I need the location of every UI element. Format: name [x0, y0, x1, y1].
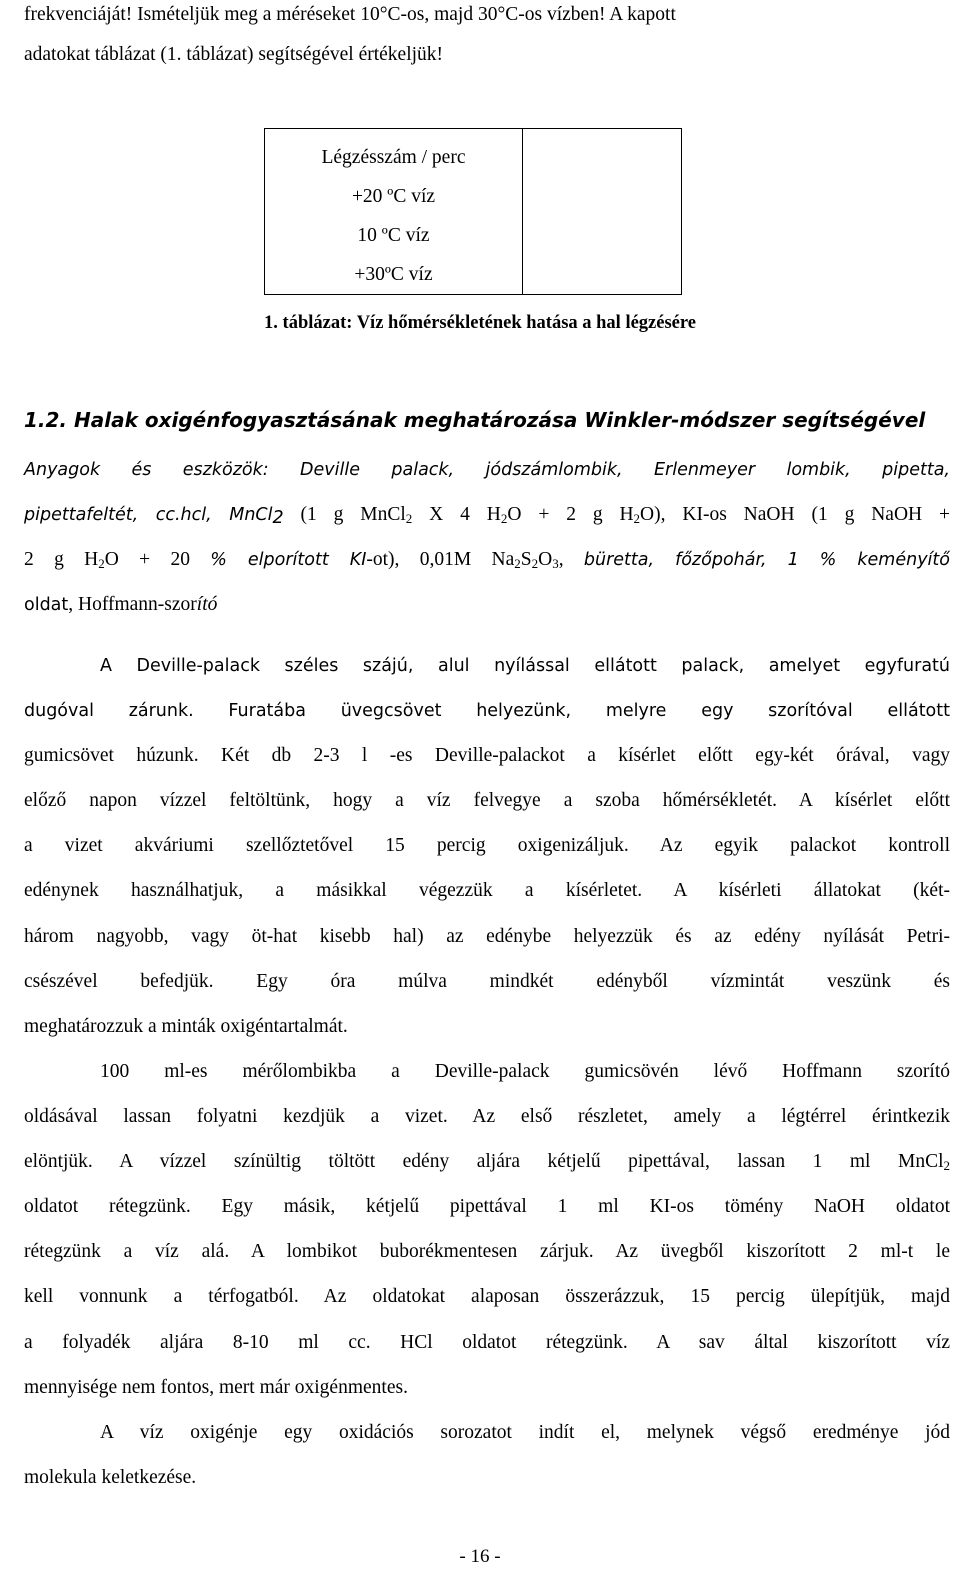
- table-row-labels: [265, 129, 523, 295]
- paragraph-line: kell vonnunk a térfogatból. Az oldatokat alaposan összerázzuk, 15 percig ülepítjük, majd: [24, 1286, 950, 1307]
- materials-line-4: oldat, Hoffmann-szorító: [24, 594, 218, 615]
- paragraph-line: gumicsövet húzunk. Két db 2-3 l -es Deville-palackot a kísérlet előtt egy-két órával, vagy: [24, 745, 950, 766]
- results-table: [264, 128, 682, 295]
- paragraph-line: A víz oxigénje egy oxidációs sorozatot indít el, melynek végső eredménye jód: [100, 1422, 950, 1443]
- paragraph-line: rétegzünk a víz alá. A lombikot buborékmentesen zárjuk. Az üvegből kiszorított 2 ml-t le: [24, 1241, 950, 1262]
- section-heading: 1.2. Halak oxigénfogyasztásának meghatározása Winkler-módszer segítségével: [24, 408, 926, 432]
- paragraph-line: elöntjük. A vízzel színültig töltött edény aljára kétjelű pipettával, lassan 1 ml MnCl$_2$: [24, 1151, 950, 1173]
- paragraph-line: edénynek használhatjuk, a másikkal végezzük a kísérletet. A kísérleti állatokat (két-: [24, 880, 950, 901]
- intro-line-2: adatokat táblázat (1. táblázat) segítségével értékeljük!: [24, 44, 444, 65]
- paragraph-line: oldásával lassan folyatni kezdjük a vizet. Az első részletet, amely a légtérrel érintkezik: [24, 1106, 950, 1127]
- table-row-label: Légzésszám / perc: [321, 147, 466, 168]
- paragraph-line: előző napon vízzel feltöltünk, hogy a víz felvegye a szoba hőmérsékletét. A kísérlet előtt: [24, 790, 950, 811]
- materials-line-1: Anyagok és eszközök: Deville palack, jódszámlombik, Erlenmeyer lombik, pipetta,: [24, 460, 950, 480]
- materials-line-3: 2 g $H_2O + 20$ % elporított KI-ot), 0,01M $Na_2S_2O_3$, büretta, főzőpohár, 1 % keményítő: [24, 549, 950, 571]
- table-row-label: +30ºC víz: [354, 264, 433, 285]
- paragraph-line: meghatározzuk a minták oxigéntartalmát.: [24, 1016, 348, 1037]
- table-row-label: +20 ºC víz: [351, 186, 436, 207]
- paragraph-line: három nagyobb, vagy öt-hat kisebb hal) az edénybe helyezzük és az edény nyílását Petri-: [24, 926, 950, 947]
- paragraph-line: oldatot rétegzünk. Egy másik, kétjelű pipettával 1 ml KI-os tömény NaOH oldatot: [24, 1196, 950, 1217]
- intro-line-1: frekvenciáját! Ismételjük meg a méréseket 10°C-os, majd 30°C-os vízben! A kapott: [24, 4, 676, 25]
- paragraph-line: A Deville-palack széles szájú, alul nyílással ellátott palack, amelyet egyfuratú: [100, 656, 950, 676]
- page-number: - 16 -: [459, 1546, 501, 1567]
- paragraph-line: a folyadék aljára 8-10 ml cc. HCl oldatot rétegzünk. A sav által kiszorított víz: [24, 1332, 950, 1353]
- paragraph-line: a vizet akváriumi szellőztetővel 15 percig oxigenizáljuk. Az egyik palackot kontroll: [24, 835, 950, 856]
- table-row-label: 10 ºC víz: [357, 225, 430, 246]
- materials-line-2: pipettafeltét, cc.hcl, MnCl$_2$ (1 g MnCl$_2$ X 4 $H_2O + 2$ g $H_2O$), KI-os NaOH (1 g NaOH +: [24, 504, 950, 528]
- paragraph-line: 100 ml-es mérőlombikba a Deville-palack gumicsövén lévő Hoffmann szorító: [100, 1061, 950, 1082]
- paragraph-line: mennyisége nem fontos, mert már oxigénmentes.: [24, 1377, 408, 1398]
- table-caption: 1. táblázat: Víz hőmérsékletének hatása a hal légzésére: [264, 313, 696, 333]
- paragraph-line: csészével befedjük. Egy óra múlva mindkét edényből vízmintát veszünk és: [24, 971, 950, 992]
- paragraph-line: molekula keletkezése.: [24, 1467, 197, 1488]
- paragraph-line: dugóval zárunk. Furatába üvegcsövet helyezünk, melyre egy szorítóval ellátott: [24, 701, 950, 721]
- table-value-cell: [523, 129, 682, 295]
